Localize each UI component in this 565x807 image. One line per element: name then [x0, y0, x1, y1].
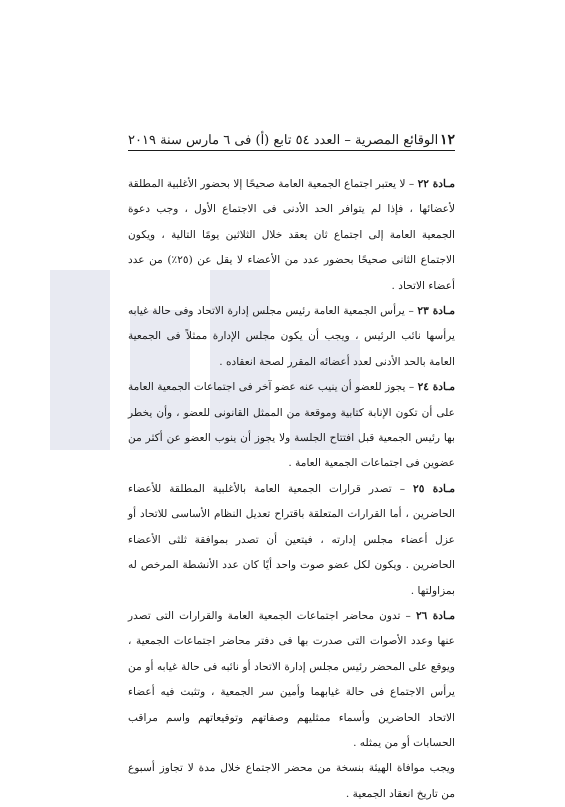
- closing-paragraph: [128, 756, 455, 807]
- article-22: [128, 172, 455, 299]
- article-label: مـادة ٢٣: [417, 305, 455, 318]
- article-text: – تدون محاضر اجتماعات الجمعية العامة والقرارات التى تصدر عنها وعدد الأصوات التى صدرت بها فى دفتر محاضر اجتماعات الجمعية ، ويوقع على المحضر رئيس مجلس إدارة الاتحاد أو نائبه فى حالة غيابه أو من يرأس الاجتماع فى حالة غيابهما وأمين سر الجمعية ، وتثبت فيه أعضاء الاتحاد الحاضرين وأسماء ممثليهم وصفاتهم وتوقيعاتهم واسم مراقب الحسابات أو من يمثله .: [128, 609, 455, 749]
- page-number: ١٢: [439, 132, 455, 148]
- article-label: مـادة ٢٥: [413, 482, 455, 495]
- header-rule: [128, 150, 455, 151]
- article-label: مـادة ٢٦: [415, 609, 455, 622]
- article-25: [128, 477, 455, 604]
- document-body: [128, 172, 455, 807]
- page-header: [128, 124, 455, 148]
- article-26: [128, 604, 455, 756]
- paragraph-text: ويجب موافاة الهيئة بنسخة من محضر الاجتماع خلال مدة لا تجاوز أسبوع من تاريخ انعقاد الجمعية .: [128, 762, 455, 800]
- article-23: [128, 299, 455, 375]
- article-text: – تصدر قرارات الجمعية العامة بالأغلبية المطلقة للأعضاء الحاضرين ، أما القرارات المتعلقة باقتراح تعديل النظام الأساسى للاتحاد أو عزل أعضاء مجلس إدارته ، فيتعين أن تصدر بموافقة ثلثى الأعضاء الحاضرين . ويكون لكل عضو صوت واحد أيًا كان عدد الأنشطة المرخص له بمزاولتها .: [128, 482, 455, 597]
- article-text: – يجوز للعضو أن ينيب عنه عضو آخر فى اجتماعات الجمعية العامة على أن تكون الإنابة كتابية وموقعة من الممثل القانونى للعضو ، وأن يخطر بها رئيس الجمعية قبل افتتاح الجلسة ولا يجوز أن ينوب العضو عن أكثر من عضوين فى اجتماعات الجمعية العامة .: [128, 381, 455, 470]
- article-label: مـادة ٢٢: [417, 178, 455, 190]
- article-text: – يرأس الجمعية العامة رئيس مجلس إدارة الاتحاد وفى حالة غيابه يرأسها نائب الرئيس ، ويجب أن يكون مجلس الإدارة ممثلاً فى الجمعية العامة بالحد الأدنى لعدد أعضائه المقرر لصحة انعقاده .: [128, 305, 455, 368]
- article-label: مـادة ٢٤: [417, 381, 455, 394]
- article-text: – لا يعتبر اجتماع الجمعية العامة صحيحًا إلا بحضور الأغلبية المطلقة لأعضائها ، فإذا لم يتوافر الحد الأدنى فى الاجتماع الأول ، وجب دعوة الجمعية العامة إلى اجتماع ثان يعقد خلال الثلاثين يومًا التالية ، ويكون الاجتماع الثانى صحيحًا بحضور عدد من الأعضاء لا يقل عن (٢٥٪) من عدد أعضاء الاتحاد .: [128, 178, 455, 292]
- gazette-title: الوقائع المصرية – العدد ٥٤ تابع (أ) فى ٦ مارس سنة ٢٠١٩: [128, 133, 439, 148]
- article-24: [128, 375, 455, 477]
